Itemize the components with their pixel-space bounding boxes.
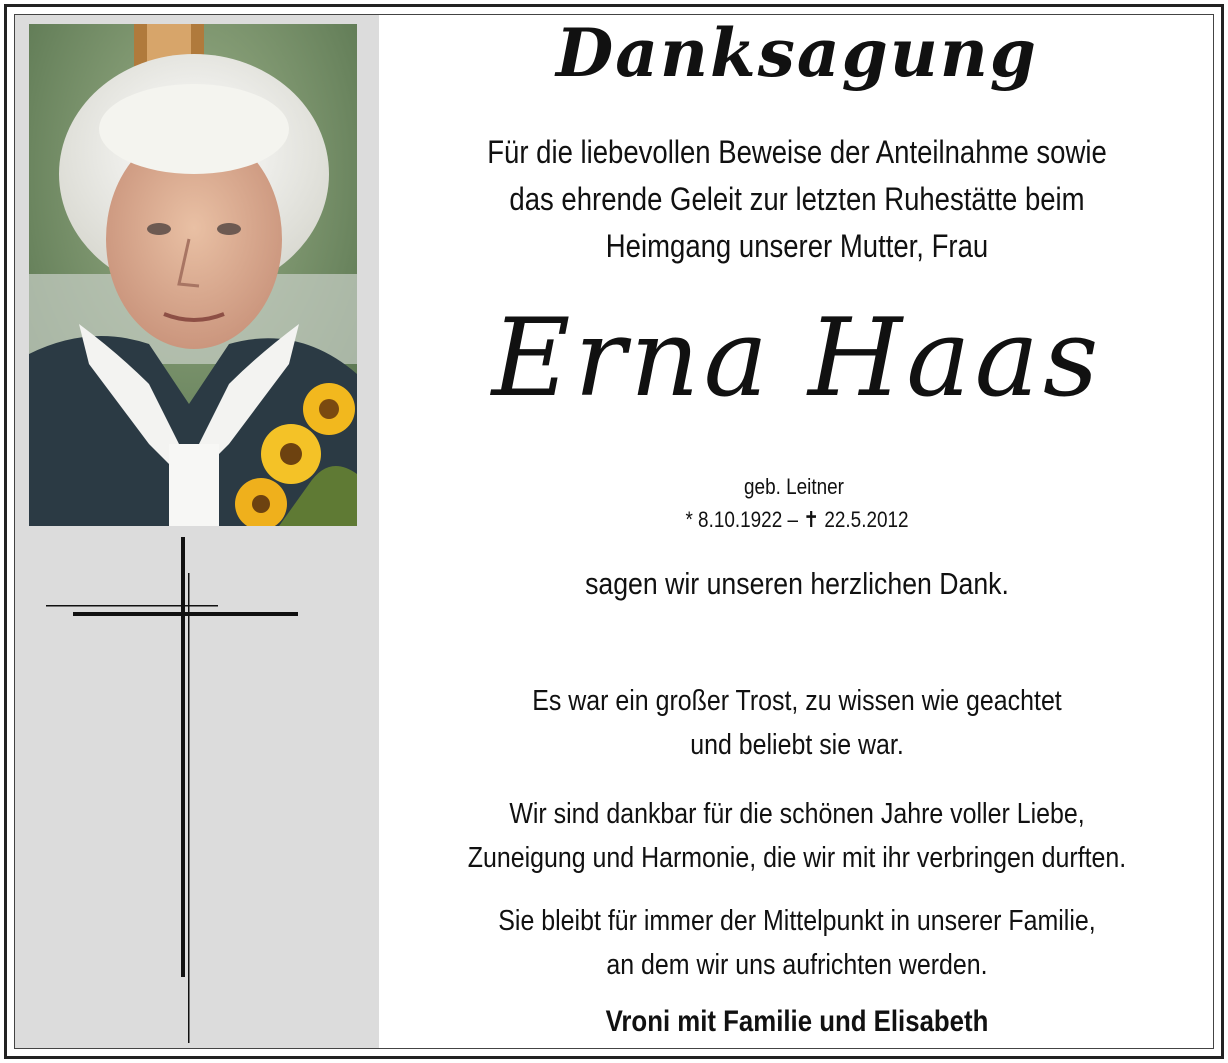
paragraph-trost <box>438 679 1157 767</box>
paragraph-line: und beliebt sie war. <box>690 729 904 761</box>
paragraph-mittelpunkt <box>438 899 1157 987</box>
thanks-line: sagen wir unseren herzlichen Dank. <box>585 566 1009 601</box>
notice-card <box>14 14 1214 1049</box>
paragraph-line: Wir sind dankbar für die schönen Jahre voller Liebe, <box>509 798 1085 830</box>
intro-line: Für die liebevollen Beweise der Anteilnahme sowie <box>487 134 1107 170</box>
paragraph-line: Sie bleibt für immer der Mittelpunkt in unserer Familie, <box>498 905 1096 937</box>
portrait-photo <box>29 24 357 526</box>
side-panel <box>15 15 379 1048</box>
paragraph-line: Zuneigung und Harmonie, die wir mit ihr verbringen durften. <box>467 842 1127 874</box>
deceased-name <box>379 296 1214 421</box>
paragraph-line: an dem wir uns aufrichten werden. <box>606 949 988 981</box>
cross-icon <box>40 537 300 1047</box>
notice-title: Danksagung <box>556 14 1038 92</box>
notice-content <box>379 15 1214 1048</box>
intro-line: Heimgang unserer Mutter, Frau <box>605 228 989 264</box>
signature: Vroni mit Familie und Elisabeth <box>605 1005 989 1038</box>
last-name: Haas <box>808 296 1103 421</box>
intro-text <box>438 129 1157 270</box>
first-name: Erna <box>491 296 773 421</box>
intro-line: das ehrende Geleit zur letzten Ruhestätte beim <box>509 181 1085 217</box>
paragraph-line: Es war ein großer Trost, zu wissen wie geachtet <box>532 685 1062 717</box>
maiden-name: geb. Leitner <box>744 474 844 499</box>
life-dates: * 8.10.1922 – ✝ 22.5.2012 <box>685 507 909 532</box>
paragraph-dankbar <box>438 792 1157 880</box>
